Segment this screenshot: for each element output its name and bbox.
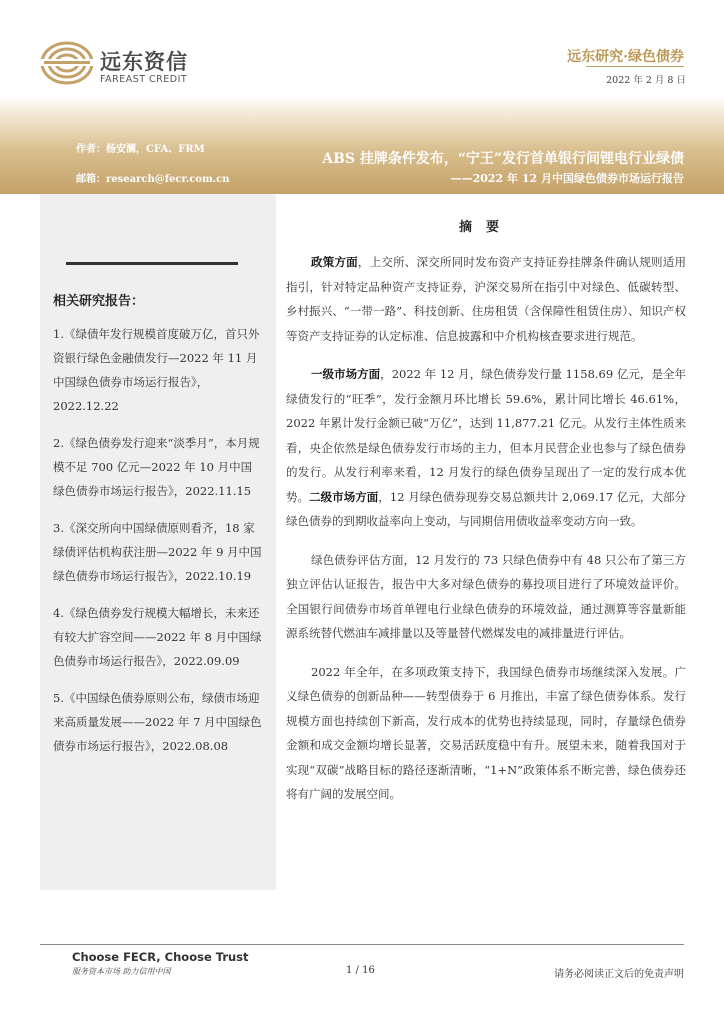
email-line: 邮箱：research@fecr.com.cn [76, 174, 230, 185]
page-number: 1 / 16 [346, 965, 375, 976]
related-report-item: 3.《深交所向中国绿债原则看齐，18 家绿债评估机构获注册—2022 年 9 月中国绿色债券市场运行报告》，2022.10.19 [53, 521, 262, 583]
logo-english-name: FAREAST CREDIT [100, 74, 188, 85]
company-logo [40, 40, 200, 90]
report-title: ABS 挂牌条件发布，“宁王”发行首单银行间锂电行业绿债 [322, 151, 684, 167]
primary-market-label: 一级市场方面 [311, 367, 381, 381]
secondary-market-label: 二级市场方面 [309, 489, 379, 504]
related-reports-heading: 相关研究报告： [53, 294, 145, 309]
assessment-paragraph: 绿色债券评估方面，12 月发行的 73 只绿色债券中有 48 只公布了第三方独立评估认证报告，报告中大多对绿色债券的募投项目进行了环境效益评价。全国银行间债券市场首单锂电行业绿色债券的环境效益，通过测算等容量新能源系统替代燃油车减排量以及等量替代燃煤发电的减排量进行评估。 [286, 552, 686, 640]
sidebar-divider [66, 262, 238, 265]
outlook-paragraph: 2022 年全年，在多项政策支持下，我国绿色债券市场继续深入发展。广义绿色债券的创新品种——转型债券于 6 月推出，丰富了绿色债券体系。发行规模方面也持续创下新高，发行成本的优势也持续显现，同时，存量绿色债券金额和成交金额均增长显著，交易活跃度稳中有升。展望未来，随着我国对于实现“双碳”战略目标的路径逐渐清晰，“1+N”政策体系不断完善，绿色债券还将有广阔的发展空间。 [286, 664, 686, 801]
policy-paragraph [286, 250, 686, 348]
policy-text: ，上交所、深交所同时发布资产支持证券挂牌条件确认规则适用指引，针对特定品种资产支持证券，沪深交易所在指引中对绿色、低碳转型、乡村振兴、“一带一路”、科技创新、住房租赁（含保障性租赁住房）、知识产权等资产支持证券的认定标准、信息披露和中介机构核查要求进行规范。 [286, 255, 686, 343]
fareast-logo-icon [40, 40, 94, 86]
related-reports-list [53, 322, 263, 771]
related-report-item: 4.《绿色债券发行规模大幅增长，未来还有较大扩容空间——2022 年 8 月中国绿色债券市场运行报告》，2022.09.09 [53, 606, 262, 668]
related-report-item: 2.《绿色债券发行迎来“淡季月”，本月规模不足 700 亿元—2022 年 10 月中国绿色债券市场运行报告》，2022.11.15 [53, 436, 260, 498]
primary-market-text: ，2022 年 12 月，绿色债券发行量 1158.69 亿元，是全年绿债发行的“旺季”，发行金额月环比增长 59.6%，累计同比增长 46.61%，2022 年累计发行金额已破“万亿”，达到 11,877.21 亿元。从发行主体性质来看，央企依然是绿色债券发行市场的主力，但本月民营企业也参与了绿色债券的发行。从发行利率来看，12 月发行的绿色债券呈现出了一定的发行成本优势。 [286, 367, 686, 504]
header-divider [586, 66, 684, 67]
footer-slogan-chinese: 服务资本市场 助力信用中国 [72, 967, 171, 976]
disclaimer-notice: 请务必阅读正文后的免责声明 [554, 969, 684, 980]
footer-divider [40, 944, 684, 945]
series-label: 远东研究·绿色债券 [567, 49, 684, 65]
footer-slogan: Choose FECR, Choose Trust [72, 950, 249, 964]
related-reports-sidebar [40, 194, 276, 890]
related-report-item: 5.《中国绿色债券原则公布，绿债市场迎来高质量发展——2022 年 7 月中国绿色债券市场运行报告》，2022.08.08 [53, 691, 262, 753]
secondary-market-text: ，12 月绿色债券现券交易总额共计 2,069.17 亿元，大部分绿色债券的到期收益率向上变动，与同期信用债收益率变动方向一致。 [286, 489, 687, 528]
related-report-item: 1.《绿债年发行规模首度破万亿，首只外资银行绿色金融债发行—2022 年 11 月中国绿色债券市场运行报告》，2022.12.22 [53, 327, 260, 413]
abstract-title: 摘要 [458, 220, 513, 235]
logo-chinese-name: 远东资信 [100, 50, 188, 74]
abstract-section [286, 216, 686, 821]
author-line: 作者：杨安澜，CFA、FRM [76, 144, 205, 155]
policy-label: 政策方面 [311, 255, 358, 269]
report-subtitle: ——2022 年 12 月中国绿色债券市场运行报告 [450, 172, 684, 185]
report-date: 2022 年 2 月 8 日 [606, 75, 686, 86]
market-paragraph [286, 362, 686, 534]
